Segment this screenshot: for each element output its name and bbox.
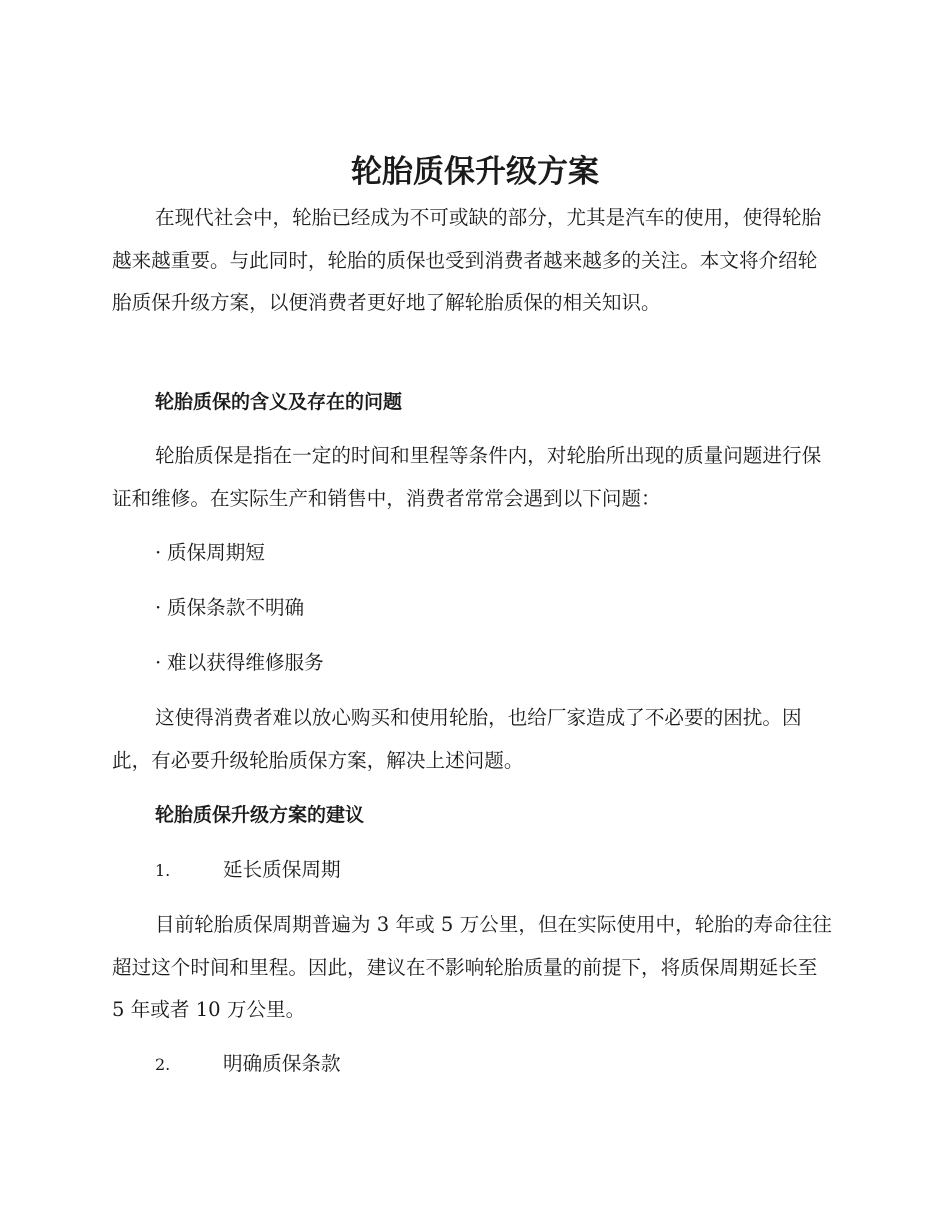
section-meaning-conclusion: 这使得消费者难以放心购买和使用轮胎，也给厂家造成了不必要的困扰。因此，有必要升级轮胎质保方案，解决上述问题。 xyxy=(112,706,802,772)
numbered-item-label: 明确质保条款 xyxy=(223,1052,341,1075)
section-meaning-paragraph: 轮胎质保是指在一定的时间和里程等条件内，对轮胎所出现的质量问题进行保证和维修。在实际生产和销售中，消费者常常会遇到以下问题： xyxy=(112,444,822,510)
suggestion-paragraph: 目前轮胎质保周期普遍为 3 年或 5 万公里，但在实际使用中，轮胎的寿命往往超过这个时间和里程。因此，建议在不影响轮胎质量的前提下，将质保周期延长至 5 年或者 10 万公里。 xyxy=(112,913,832,1021)
numbered-item xyxy=(155,1049,341,1080)
intro-paragraph: 在现代社会中，轮胎已经成为不可或缺的部分，尤其是汽车的使用，使得轮胎越来越重要。与此同时，轮胎的质保也受到消费者越来越多的关注。本文将介绍轮胎质保升级方案，以便消费者更好地了解轮胎质保的相关知识。 xyxy=(112,206,822,314)
list-item xyxy=(155,648,324,678)
item-number: 1. xyxy=(155,861,171,880)
item-number: 2. xyxy=(155,1055,171,1074)
numbered-item-label: 延长质保周期 xyxy=(223,858,341,881)
list-item-text: 质保周期短 xyxy=(167,541,265,564)
bullet-icon: · xyxy=(155,651,162,674)
bullet-icon: · xyxy=(155,541,162,564)
list-item-text: 难以获得维修服务 xyxy=(167,651,324,674)
list-item xyxy=(155,593,304,623)
numbered-item xyxy=(155,855,341,886)
document-title: 轮胎质保升级方案 xyxy=(351,154,599,190)
section-heading-meaning: 轮胎质保的含义及存在的问题 xyxy=(155,391,403,413)
section-heading-suggestions: 轮胎质保升级方案的建议 xyxy=(155,804,365,826)
list-item xyxy=(155,538,265,568)
list-item-text: 质保条款不明确 xyxy=(167,596,305,619)
bullet-icon: · xyxy=(155,596,162,619)
